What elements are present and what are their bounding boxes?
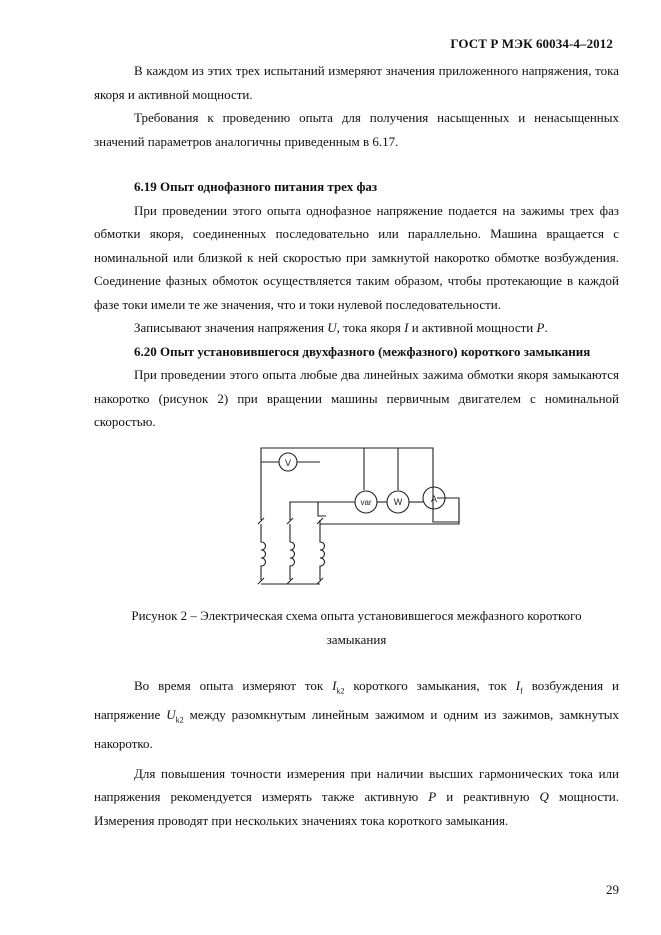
figure-caption	[94, 604, 619, 651]
winding-phase-3	[320, 524, 325, 580]
figure-caption-line-1: Рисунок 2 – Электрическая схема опыта установившегося межфазного короткого	[131, 608, 582, 623]
paragraph-measurements: В каждом из этих трех испытаний измеряют значения приложенного напряжения, тока якоря и активной мощности.	[94, 63, 619, 102]
section-heading-6-20: 6.20 Опыт установившегося двухфазного (межфазного) короткого замыкания	[134, 343, 591, 359]
figure-caption-line-2: замыкания	[326, 631, 387, 647]
document-header: ГОСТ Р МЭК 60034-4–2012	[450, 36, 613, 51]
winding-phase-2	[290, 524, 295, 580]
varmeter-label: var	[360, 498, 372, 507]
paragraph-accuracy: Для повышения точности измерения при наличии высших гармонических тока или напряжения рекомендуется измерять также активную P и реактивную Q мощности. Измерения проводят при нескольких значениях тока короткого замыкания.	[94, 765, 619, 828]
wattmeter-label: W	[393, 497, 403, 507]
voltmeter-label: V	[284, 458, 292, 468]
paragraph-record-values: Записывают значения напряжения U, тока якоря I и активной мощности P.	[134, 320, 548, 335]
winding-phase-1	[261, 524, 266, 580]
circuit-diagram	[248, 440, 468, 590]
ammeter-label: A	[430, 494, 438, 504]
intro-text	[94, 59, 619, 153]
measurement-text	[94, 674, 619, 832]
paragraph-short-circuit: При проведении этого опыта любые два линейных зажима обмотки якоря замыкаются накоротко (рисунок 2) при вращении машины первичным двигателем с номинальной скоростью.	[94, 367, 619, 429]
paragraph-short-circuit-current: Во время опыта измеряют ток $I_{k2}$ короткого замыкания, ток $I_f$ возбуждения и напряжение $U_{k2}$ между разомкнутым линейным зажимом и одним из зажимов, замкнутых накоротко.	[94, 678, 619, 752]
section-heading-6-19: 6.19 Опыт однофазного питания трех фаз	[134, 179, 378, 194]
paragraph-single-phase: При проведении этого опыта однофазное напряжение подается на зажимы трех фаз обмотки якоря, соединенных последовательно или параллельно. Машина вращается с номинальной или близкой к ней скоростью при замкнутой накоротко обмотке возбуждения. Соединение фазных обмоток осуществляется таким образом, чтобы протекающие в каждой фазе токи имели те же значения, что и токи нулевой последовательности.	[94, 202, 619, 312]
paragraph-requirements: Требования к проведению опыта для получения насыщенных и ненасыщенных значений параметров аналогичны приведенным в 6.17.	[94, 110, 619, 149]
section-6-19	[94, 175, 619, 434]
page-number: 29	[606, 882, 619, 897]
